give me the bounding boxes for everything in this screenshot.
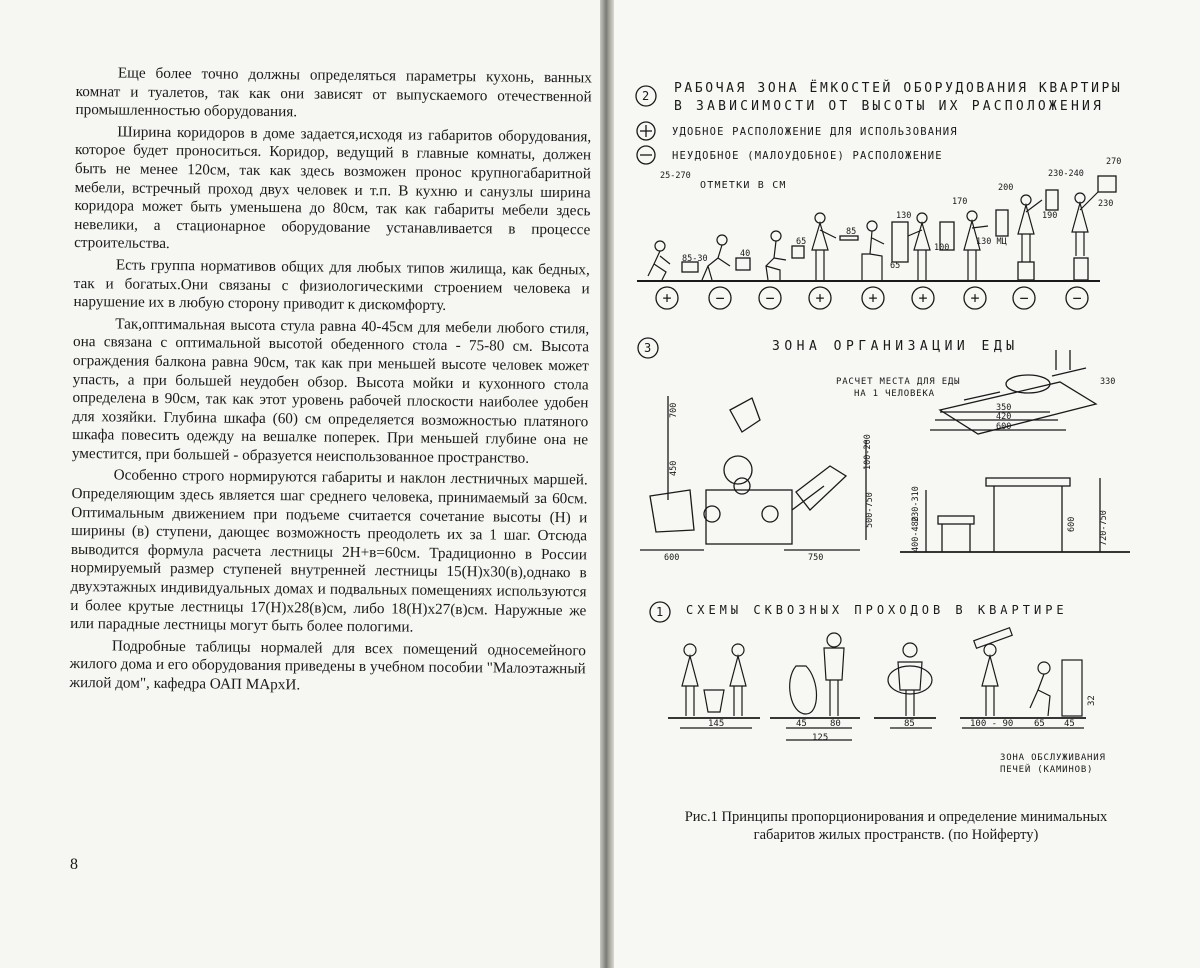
paragraph: Так,оптимальная высота стула равна 40-45см для мебели любого стиля, она связана с оптимальной высотой обеденного стола - 75-80 см. Высота ограждения балкона равна 90см, так как при меньшей высоте человек может упасть, а при большей неудобен обзор. Высота мойки и кухонного стола определена в 90см, так как этот уровень рабочей плоскости наиболее удобен для хозяйки. Глубина шкафа (60) см определяется возможностью платяного шкафа повесить одежду на вешалке поперек. При меньшей глубине она не уместится, при большей - образуется неиспользованное пространство. (71, 315, 590, 467)
sign-label: − (715, 289, 725, 307)
page-number: 8 (70, 856, 78, 873)
section-number: 3 (644, 341, 652, 355)
paragraph: Еще более точно должны определяться параметры кухонь, ванных комнат и туалетов, так как они зависят от выпускаемого отечественной промышленностью оборудования. (75, 64, 592, 121)
height-label: 170 (952, 197, 968, 207)
dimension-label: 600 (664, 553, 680, 563)
dimension-label: 420 (996, 412, 1012, 422)
section-title: В ЗАВИСИМОСТИ ОТ ВЫСОТЫ ИХ РАСПОЛОЖЕНИЯ (674, 99, 1105, 114)
dimension-label: 400-480 (911, 516, 921, 552)
height-label: 230-240 (1048, 169, 1084, 179)
height-label: 270 (1106, 157, 1122, 167)
dimension-label: 45 (796, 719, 807, 729)
dimension-label: 80 (830, 719, 841, 729)
dimension-label: 145 (708, 719, 725, 729)
height-label: 25-270 (660, 171, 691, 181)
height-label: 200 (998, 183, 1014, 193)
dimension-label: 500-750 (865, 492, 875, 528)
paragraph: Особенно строго нормируются габариты и наклон лестничных маршей. Определяющим здесь является шаг среднего человека, принимаемый за 60см. Оптимальным движением при подъеме считается сочетание высоты (Н) и ширины (в) ступени, дающеє возможность преодолеть их за 1 шаг. Отсюда выводится формула расчета лестницы 2Н+в=60см. Традиционно в России нормируемый размер ступеней внутренней лестницы 15(Н)х30(в),однако в двухэтажных индивидуальных домах и подвальных помещениях используются и более крутые лестницы 17(Н)х28(в)см, либо 18(Н)х27(в)см. Наружные же или парадные лестницы могут быть более пологими. (70, 466, 588, 636)
sign-label: + (868, 289, 878, 307)
dimension-label: 32 (1087, 695, 1097, 706)
dimension-label: 85 (904, 719, 915, 729)
sign-label: − (1019, 289, 1029, 307)
dimension-label: 720-750 (1099, 510, 1109, 546)
sign-label: + (815, 289, 825, 307)
place-note: РАСЧЕТ МЕСТА ДЛЯ ЕДЫ (836, 377, 961, 387)
dimension-label: 330 (1100, 377, 1116, 387)
sign-label: + (918, 289, 928, 307)
dimension-label: 65 (1034, 719, 1045, 729)
sign-label: − (1072, 289, 1082, 307)
sign-label: + (970, 289, 980, 307)
legend-text: НЕУДОБНОЕ (МАЛОУДОБНОЕ) РАСПОЛОЖЕНИЕ (672, 150, 943, 162)
dimension-label: 600 (1067, 516, 1077, 532)
dimension-label: 125 (812, 733, 829, 743)
body-text (69, 64, 592, 701)
section-number: 2 (642, 89, 650, 103)
sign-label: + (662, 289, 672, 307)
height-label: 65 (890, 261, 901, 271)
place-note: НА 1 ЧЕЛОВЕКА (854, 389, 935, 399)
dimension-label: 350 (996, 403, 1012, 413)
section-title: РАБОЧАЯ ЗОНА ЁМКОСТЕЙ ОБОРУДОВАНИЯ КВАРТИРЫ (674, 81, 1123, 96)
dimension-label: 100 - 90 (970, 719, 1014, 729)
height-label: 65 (796, 237, 807, 247)
height-label: 85-30 (682, 254, 708, 264)
height-label: 100 (934, 243, 950, 253)
paragraph: Ширина коридоров в доме задается,исходя из габаритов оборудования, которое будет проноситься. Коридор, ведущий в главные комнаты, должен быть не менее 120см, так как здесь возможен пронос крупногабаритной мебели, встречный проход двух человек и т.п. В кухню и санузлы ширина коридора может быть уменьшена до 80см, так как габариты мебели здесь невелики, а стационарное оборудование устанавливается в процессе строительства. (74, 123, 592, 253)
legend-text: УДОБНОЕ РАСПОЛОЖЕНИЕ ДЛЯ ИСПОЛЬЗОВАНИЯ (672, 126, 958, 138)
zone-note: ПЕЧЕЙ (КАМИНОВ) (1000, 765, 1094, 775)
height-label: 230 (1098, 199, 1114, 209)
dimension-label: 100-200 (863, 434, 873, 470)
legend-text: ОТМЕТКИ В СМ (700, 180, 787, 191)
zone-note: ЗОНА ОБСЛУЖИВАНИЯ (1000, 753, 1106, 763)
paragraph: Есть группа нормативов общих для любых типов жилища, как бедных, так и богатых.Они связаны с физиологическими строением человека и нарушение их в любую сторону приводит к дискомфорту. (73, 256, 590, 315)
section-number: 1 (656, 605, 664, 619)
dimension-label: 600 (996, 422, 1012, 432)
dimension-label: 230-310 (911, 486, 921, 522)
height-label: 190 (1042, 211, 1058, 221)
figure-caption: Рис.1 Принципы пропорционирования и определение минимальных габаритов жилых пространств. (по Нойферту) (684, 809, 1108, 843)
dimension-label: 45 (1064, 719, 1075, 729)
section-title: ЗОНА ОРГАНИЗАЦИИ ЕДЫ (772, 339, 1019, 354)
paragraph: Подробные таблицы нормалей для всех помещений односемейного жилого дома и его оборудования приведены в учебном пособии "Малоэтажный жилой дом", кафедра ОАП МАрхИ. (69, 637, 586, 694)
height-label: 130 (896, 211, 912, 221)
height-label: 130 МЦ (976, 237, 1007, 247)
dimension-label: 750 (808, 553, 824, 563)
dimension-label: 450 (669, 460, 679, 476)
section-title: СХЕМЫ СКВОЗНЫХ ПРОХОДОВ В КВАРТИРЕ (686, 603, 1068, 617)
book-gutter (600, 0, 614, 968)
height-label: 85 (846, 227, 857, 237)
height-label: 40 (740, 249, 751, 259)
dimension-label: 700 (669, 402, 679, 418)
sign-label: − (765, 289, 775, 307)
